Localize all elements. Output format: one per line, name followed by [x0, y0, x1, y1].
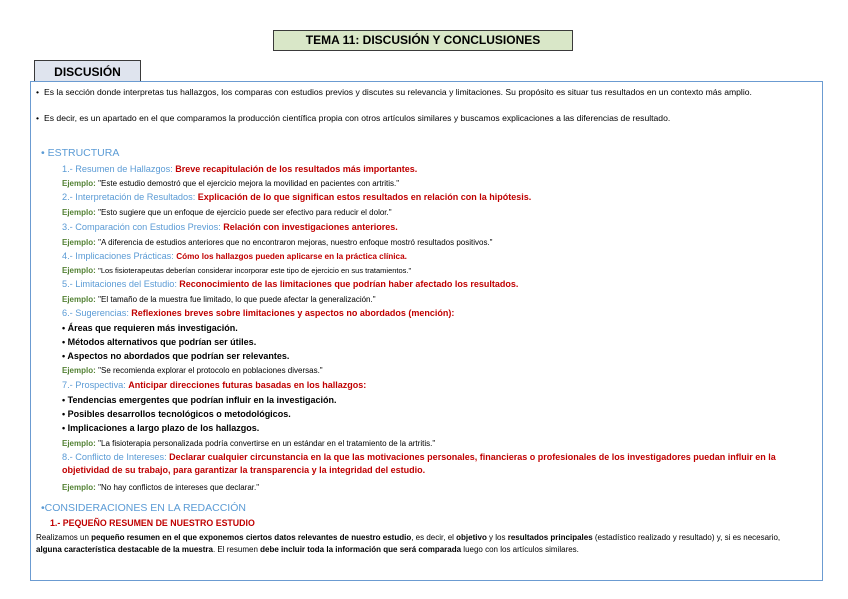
resumen-paragraph: Realizamos un pequeño resumen en el que exponemos ciertos datos relevantes de nuestro estudio, es decir, el objetivo y los resultados principales (estadístico realizado y resultado) y, si es necesario, alguna característica destacable de la muestra. El resumen debe incluir toda la información que será comparada luego con los artículos similares. [36, 533, 781, 554]
section-tab-discusion: DISCUSIÓN [34, 60, 141, 82]
example-line: Ejemplo: "La fisioterapia personalizada podría convertirse en un estándar en el tratamiento de la artritis." [62, 439, 436, 448]
item-interpretacion: 2.- Interpretación de Resultados: Explicación de lo que significan estos resultados en relación con la hipótesis. [62, 192, 532, 202]
item-implicaciones: 4.- Implicaciones Prácticas: Cómo los hallazgos pueden aplicarse en la práctica clínica. [62, 251, 407, 261]
example-line: Ejemplo: "Esto sugiere que un enfoque de ejercicio puede ser efectivo para reducir el dolor." [62, 208, 392, 217]
example-line: Ejemplo: "Este estudio demostró que el ejercicio mejora la movilidad en pacientes con artritis." [62, 179, 400, 188]
estructura-heading: • ESTRUCTURA [41, 147, 120, 159]
sub-bullet: • Métodos alternativos que podrían ser útiles. [62, 337, 257, 347]
item-comparacion: 3.- Comparación con Estudios Previos: Relación con investigaciones anteriores. [62, 222, 398, 232]
intro-paragraph-2: • Es decir, es un apartado en el que comparamos la producción científica propia con otros artículos similares y buscamos explicaciones a las diferencias de resultado. [36, 113, 671, 123]
example-line: Ejemplo: "A diferencia de estudios anteriores que no encontraron mejoras, nuestro enfoque mostró resultados positivos." [62, 238, 493, 247]
item-limitaciones: 5.- Limitaciones del Estudio: Reconocimiento de las limitaciones que podrían haber afectado los resultados. [62, 279, 519, 289]
example-line: Ejemplo: "No hay conflictos de intereses que declarar." [62, 483, 260, 492]
example-line: Ejemplo: "El tamaño de la muestra fue limitado, lo que puede afectar la generalización." [62, 295, 376, 304]
example-line: Ejemplo: "Los fisioterapeutas deberían considerar incorporar este tipo de ejercicio en sus tratamientos." [62, 266, 412, 275]
sub-bullet: • Implicaciones a largo plazo de los hallazgos. [62, 423, 260, 433]
item-sugerencias: 6.- Sugerencias: Reflexiones breves sobre limitaciones y aspectos no abordados (mención): [62, 308, 455, 318]
page-title: TEMA 11: DISCUSIÓN Y CONCLUSIONES [273, 30, 573, 51]
item-prospectiva: 7.- Prospectiva: Anticipar direcciones futuras basadas en los hallazgos: [62, 380, 367, 390]
intro-paragraph-1: • Es la sección donde interpretas tus hallazgos, los comparas con estudios previos y discutes su relevancia y limitaciones. Su propósito es situar tus resultados en un contexto más amplio. [36, 87, 752, 97]
sub-bullet: • Posibles desarrollos tecnológicos o metodológicos. [62, 409, 291, 419]
example-line: Ejemplo: "Se recomienda explorar el protocolo en poblaciones diversas." [62, 366, 323, 375]
item-resumen-hallazgos: 1.- Resumen de Hallazgos: Breve recapitulación de los resultados más importantes. [62, 164, 418, 174]
sub-bullet: • Tendencias emergentes que podrían influir en la investigación. [62, 395, 337, 405]
sub-bullet: • Áreas que requieren más investigación. [62, 323, 238, 333]
sub-bullet: • Aspectos no abordados que podrían ser relevantes. [62, 351, 290, 361]
consideraciones-heading: •CONSIDERACIONES EN LA REDACCIÓN [41, 502, 246, 514]
item-conflicto: 8.- Conflicto de Intereses: Declarar cualquier circunstancia en la que las motivaciones personales, financieras o profesionales de los investigadores puedan influir en la objetividad de su trabajo, para garantizar la transparencia y la integridad del estudio. [62, 452, 776, 475]
resumen-heading: 1.- PEQUEÑO RESUMEN DE NUESTRO ESTUDIO [50, 518, 255, 528]
